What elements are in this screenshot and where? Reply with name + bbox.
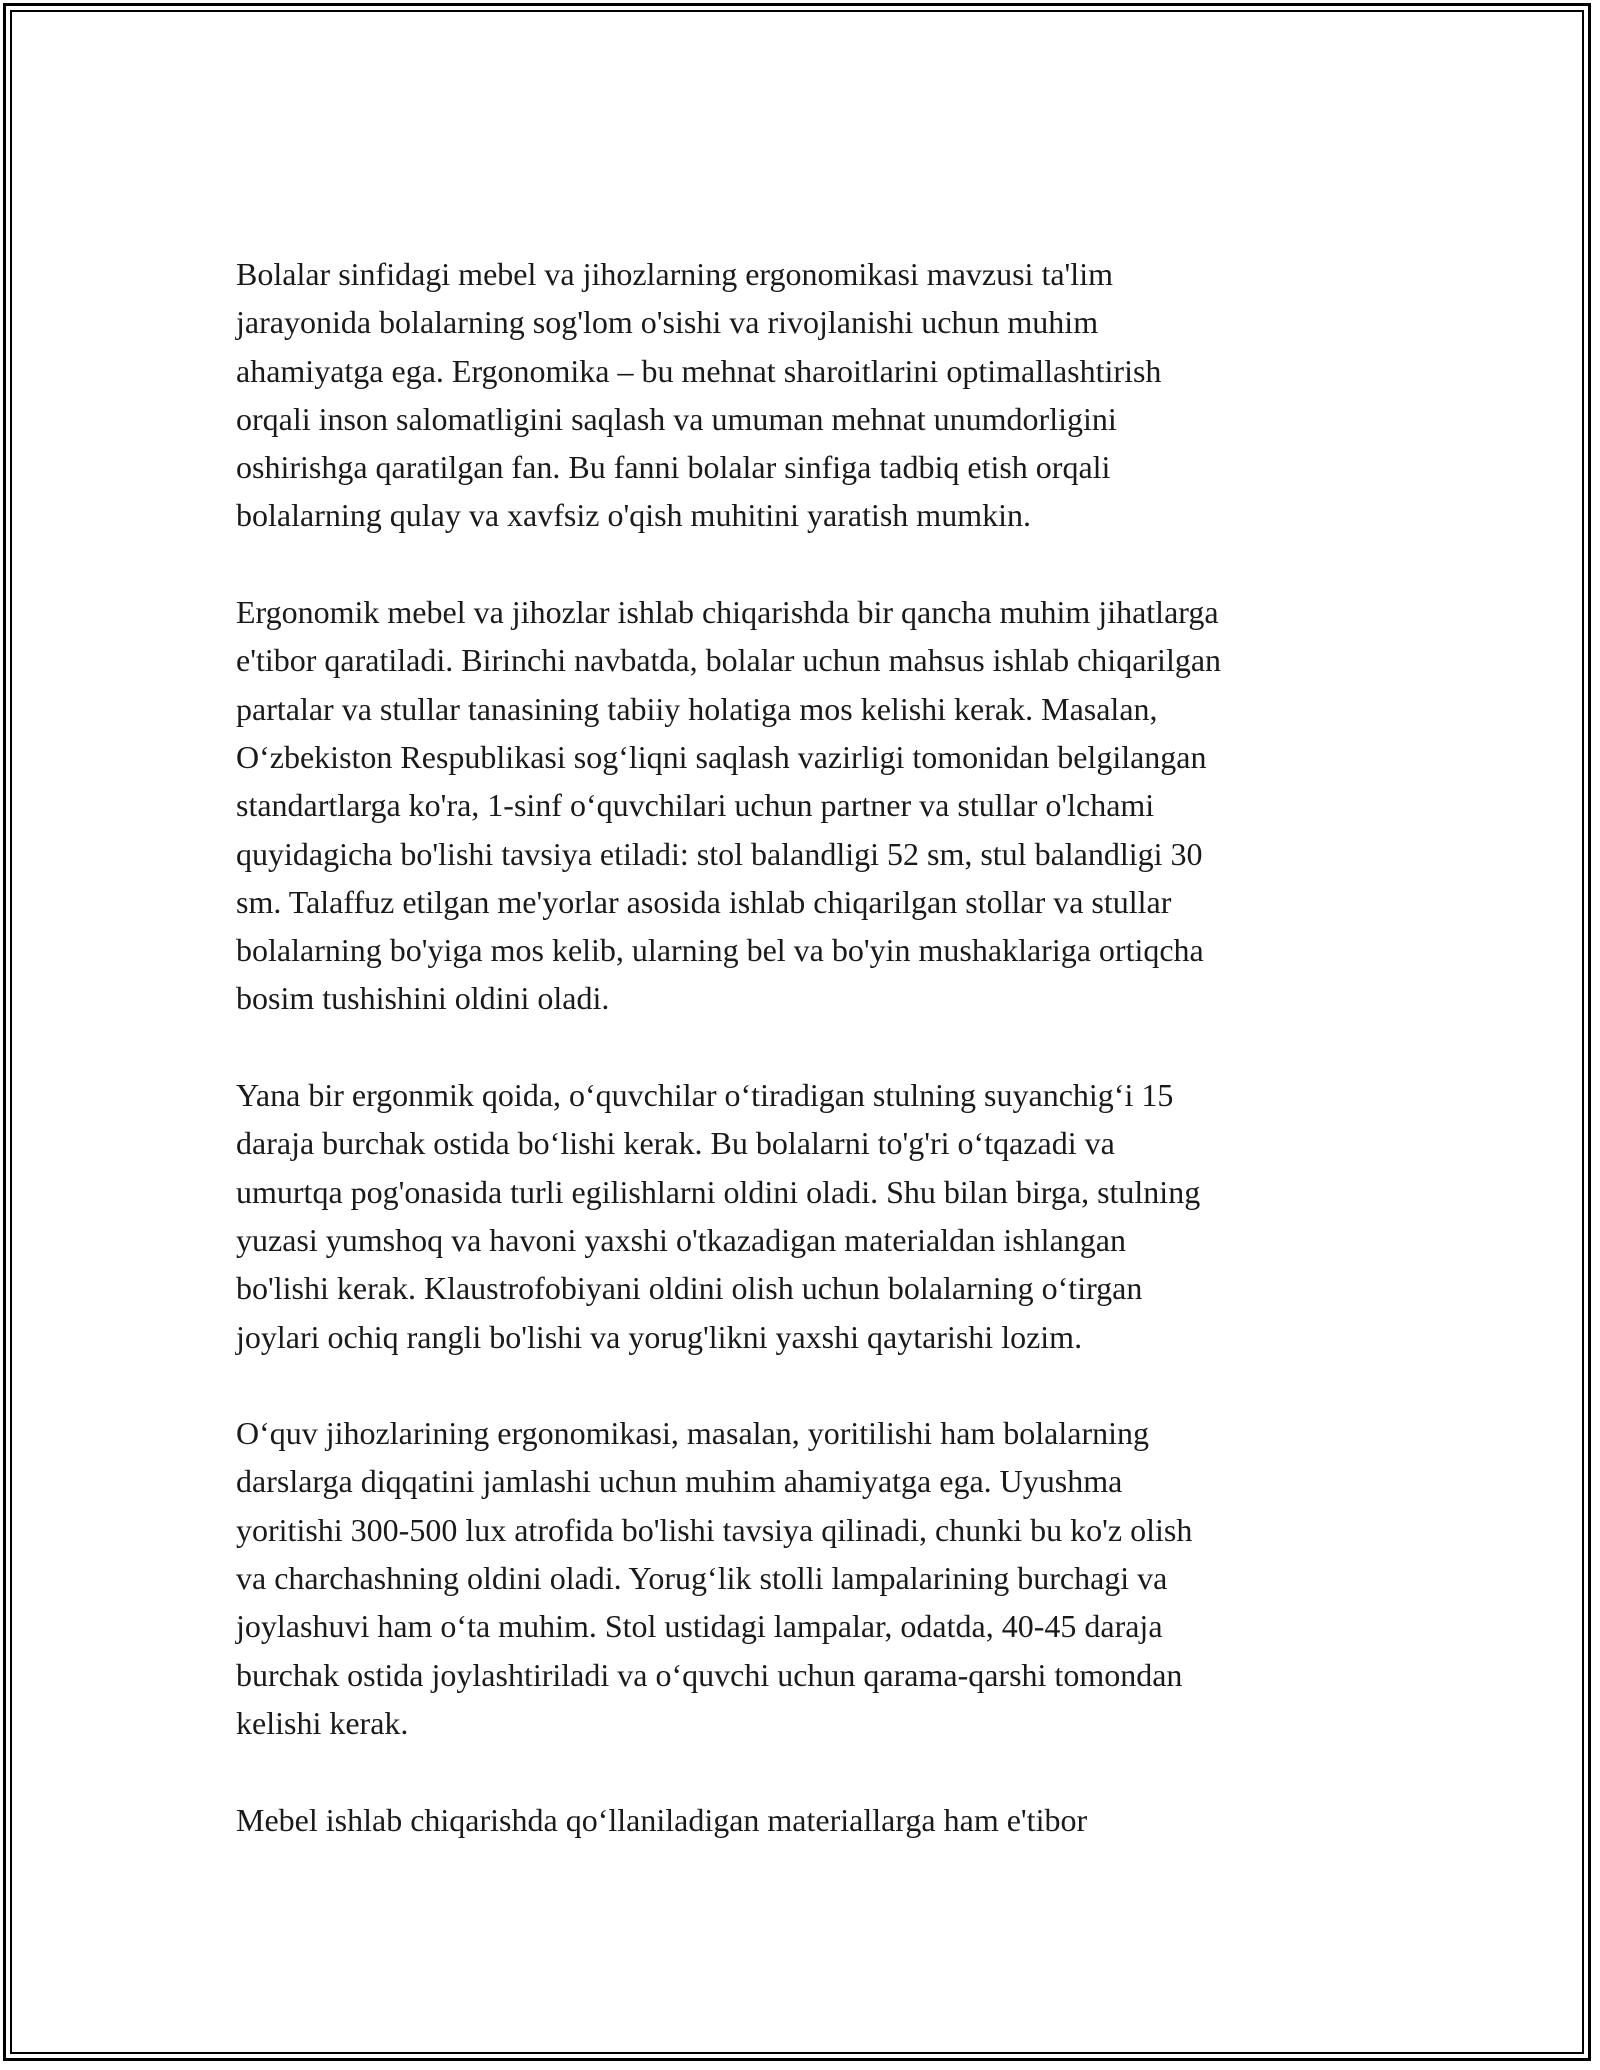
text-line: bo'lishi kerak. Klaustrofobiyani oldini olish uchun bolalarning o‘tirgan [236, 1270, 1143, 1307]
text-line: jarayonida bolalarning sog'lom o'sishi va rivojlanishi uchun muhim [236, 304, 1099, 341]
text-line: e'tibor qaratiladi. Birinchi navbatda, bolalar uchun mahsus ishlab chiqarilgan [236, 642, 1222, 679]
text-line: Bolalar sinfidagi mebel va jihozlarning ergonomikasi mavzusi ta'lim [236, 256, 1113, 292]
paragraph-materials [236, 1796, 1386, 1844]
text-line: kelishi kerak. [236, 1704, 409, 1741]
text-line: joylari ochiq rangli bo'lishi va yorug'likni yaxshi qaytarishi lozim. [236, 1318, 1083, 1355]
document-body [236, 250, 1386, 1892]
text-line: umurtqa pog'onasida turli egilishlarni oldini oladi. Shu bilan birga, stulning [236, 1173, 1201, 1210]
text-line: quyidagicha bo'lishi tavsiya etiladi: stol balandligi 52 sm, stul balandligi 30 [236, 835, 1203, 872]
paragraph-furniture-standards [236, 588, 1386, 1023]
text-line: sm. Talaffuz etilgan me'yorlar asosida ishlab chiqarilgan stollar va stullar [236, 883, 1172, 920]
text-line: bosim tushishini oldini oladi. [236, 980, 610, 1017]
text-line: O‘zbekiston Respublikasi sog‘liqni saqlash vazirligi tomonidan belgilangan [236, 738, 1207, 775]
paragraph-introduction [236, 250, 1386, 540]
text-line: ahamiyatga ega. Ergonomika – bu mehnat sharoitlarini optimallashtirish [236, 352, 1162, 389]
text-line: yoritishi 300-500 lux atrofida bo'lishi tavsiya qilinadi, chunki bu ko'z olish [236, 1511, 1193, 1548]
text-line: va charchashning oldini oladi. Yorug‘lik stolli lampalarining burchagi va [236, 1560, 1168, 1597]
text-line: burchak ostida joylashtiriladi va o‘quvchi uchun qarama-qarshi tomondan [236, 1656, 1183, 1693]
text-line: joylashuvi ham o‘ta muhim. Stol ustidagi lampalar, odatda, 40-45 daraja [236, 1608, 1163, 1645]
text-line: Mebel ishlab chiqarishda qo‘llaniladigan materiallarga ham e'tibor [236, 1801, 1088, 1838]
text-line: Ergonomik mebel va jihozlar ishlab chiqarishda bir qancha muhim jihatlarga [236, 594, 1219, 631]
text-line: bolalarning bo'yiga mos kelib, ularning bel va bo'yin mushaklariga ortiqcha [236, 932, 1204, 969]
paragraph-lighting [236, 1409, 1386, 1747]
text-line: standartlarga ko'ra, 1-sinf o‘quvchilari uchun partner va stullar o'lchami [236, 787, 1155, 824]
text-line: darslarga diqqatini jamlashi uchun muhim ahamiyatga ega. Uyushma [236, 1463, 1123, 1500]
text-line: yuzasi yumshoq va havoni yaxshi o'tkazadigan materialdan ishlangan [236, 1221, 1126, 1258]
text-line: orqali inson salomatligini saqlash va umuman mehnat unumdorligini [236, 400, 1117, 437]
paragraph-chair-rules [236, 1071, 1386, 1361]
text-line: bolalarning qulay va xavfsiz o'qish muhitini yaratish mumkin. [236, 497, 1031, 534]
text-line: oshirishga qaratilgan fan. Bu fanni bolalar sinfiga tadbiq etish orqali [236, 449, 1111, 486]
text-line: O‘quv jihozlarining ergonomikasi, masalan, yoritilishi ham bolalarning [236, 1415, 1150, 1452]
text-line: Yana bir ergonmik qoida, o‘quvchilar o‘tiradigan stulning suyanchig‘i 15 [236, 1077, 1174, 1114]
text-line: partalar va stullar tanasining tabiiy holatiga mos kelishi kerak. Masalan, [236, 690, 1158, 727]
text-line: daraja burchak ostida bo‘lishi kerak. Bu bolalarni to'g'ri o‘tqazadi va [236, 1125, 1115, 1162]
